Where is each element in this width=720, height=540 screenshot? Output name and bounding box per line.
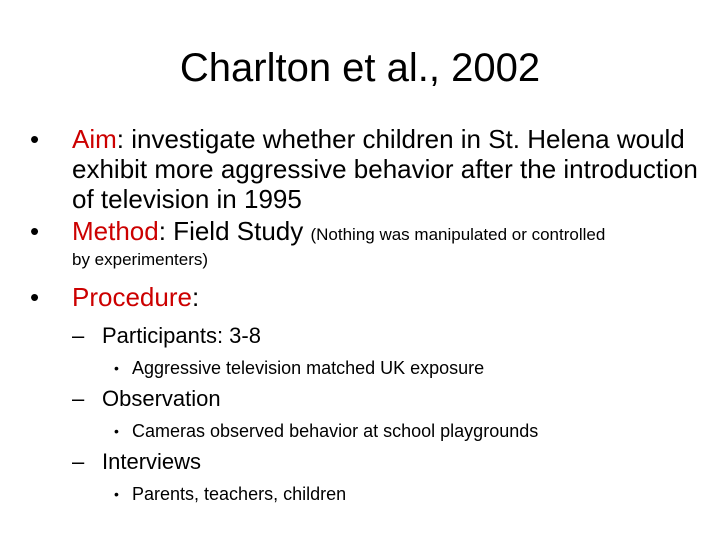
slide-title: Charlton et al., 2002	[179, 46, 541, 90]
aim-label: Aim	[72, 124, 117, 154]
procedure-item-label: Interviews	[102, 449, 202, 474]
dash-marker: –	[72, 386, 85, 411]
procedure-item-label: Observation	[102, 386, 221, 411]
method-text: : Field Study	[158, 216, 311, 246]
procedure-detail-interviews	[30, 482, 700, 506]
procedure-item-participants	[30, 322, 700, 350]
method-note: (Nothing was manipulated or controlled	[310, 225, 606, 244]
method-label: Method	[72, 216, 159, 246]
bullet-procedure	[30, 282, 700, 312]
procedure-detail-observation	[30, 419, 700, 443]
procedure-detail-text: Aggressive television matched UK exposure	[132, 358, 485, 378]
bullet-marker: •	[30, 216, 40, 246]
method-note-continued: by experimenters)	[72, 250, 209, 269]
bullet-marker: •	[114, 423, 119, 439]
slide-content	[30, 124, 700, 506]
procedure-item-label: Participants: 3-8	[102, 323, 261, 348]
procedure-detail-participants	[30, 356, 700, 380]
bullet-marker: •	[114, 486, 119, 502]
procedure-detail-text: Cameras observed behavior at school playgrounds	[132, 421, 539, 441]
procedure-colon: :	[191, 282, 200, 312]
procedure-item-observation	[30, 385, 700, 413]
procedure-label: Procedure	[72, 282, 192, 312]
dash-marker: –	[72, 449, 85, 474]
bullet-marker: •	[30, 124, 40, 154]
bullet-marker: •	[114, 360, 119, 376]
aim-text: : investigate whether children in St. Helena would exhibit more aggressive behavior after the introduction of television in 1995	[72, 124, 698, 214]
bullet-aim	[30, 124, 700, 214]
procedure-item-interviews	[30, 448, 700, 476]
bullet-marker: •	[30, 282, 40, 312]
dash-marker: –	[72, 323, 85, 348]
procedure-detail-text: Parents, teachers, children	[132, 484, 347, 504]
bullet-method	[30, 216, 700, 270]
